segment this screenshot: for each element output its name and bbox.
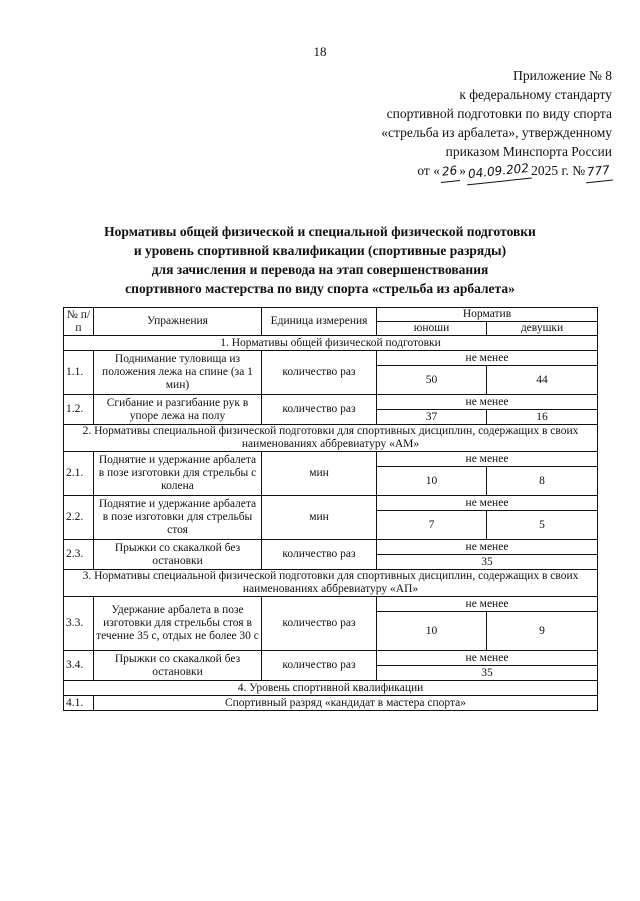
row-unit: количество раз xyxy=(262,351,377,395)
row-boys-value: 50 xyxy=(377,366,487,395)
row-boys-value: 10 xyxy=(377,467,487,496)
section-1-title: 1. Нормативы общей физической подготовки xyxy=(64,336,598,351)
row-exercise: Прыжки со скакалкой без остановки xyxy=(94,540,262,570)
header-boys: юноши xyxy=(377,322,487,336)
row-not-less: не менее xyxy=(377,597,598,612)
title-line-2: и уровень спортивной квалификации (спортивные разряды) xyxy=(133,243,507,258)
row-unit: количество раз xyxy=(262,597,377,651)
row-exercise: Поднятие и удержание арбалета в позе изготовки для стрельбы с колена xyxy=(94,452,262,496)
header-unit: Единица измерения xyxy=(262,308,377,336)
row-common-value: 35 xyxy=(377,555,598,570)
header-num: № п/п xyxy=(64,308,94,336)
annex-line-2: к федеральному стандарту xyxy=(459,87,612,102)
row-boys-value: 7 xyxy=(377,511,487,540)
row-boys-value: 10 xyxy=(377,612,487,651)
row-num: 1.1. xyxy=(64,351,94,395)
section-4-title: 4. Уровень спортивной квалификации xyxy=(64,681,598,696)
row-common-value: 35 xyxy=(377,666,598,681)
row-boys-value: 37 xyxy=(377,410,487,425)
table-row xyxy=(64,452,598,467)
section-3-title: 3. Нормативы специальной физической подготовки для спортивных дисциплин, содержащих в своих наименованиях аббревиатуру «АП» xyxy=(64,570,598,597)
row-exercise: Поднятие и удержание арбалета в позе изготовки для стрельбы стоя xyxy=(94,496,262,540)
row-unit: мин xyxy=(262,496,377,540)
annex-line-4: «стрельба из арбалета», утвержденному xyxy=(381,125,612,140)
row-not-less: не менее xyxy=(377,395,598,410)
row-unit: количество раз xyxy=(262,395,377,425)
row-qualification: Спортивный разряд «кандидат в мастера спорта» xyxy=(94,696,598,711)
row-num: 2.3. xyxy=(64,540,94,570)
title-line-4: спортивного мастерства по виду спорта «стрельба из арбалета» xyxy=(125,281,515,296)
table-row xyxy=(64,540,598,555)
norms-table xyxy=(63,307,598,711)
row-not-less: не менее xyxy=(377,496,598,511)
row-girls-value: 8 xyxy=(487,467,598,496)
row-num: 2.1. xyxy=(64,452,94,496)
page-number: 18 xyxy=(313,44,327,59)
row-girls-value: 9 xyxy=(487,612,598,651)
row-girls-value: 16 xyxy=(487,410,598,425)
annex-line-5: приказом Минспорта России xyxy=(445,144,612,159)
order-number-handwritten: 777 xyxy=(584,161,613,184)
row-unit: количество раз xyxy=(262,651,377,681)
row-girls-value: 44 xyxy=(487,366,598,395)
header-norm: Норматив xyxy=(377,308,598,322)
title-line-3: для зачисления и перевода на этап совершенствования xyxy=(151,262,489,277)
date-prefix: от « xyxy=(417,163,440,178)
row-num: 4.1. xyxy=(64,696,94,711)
header-girls: девушки xyxy=(487,322,598,336)
row-unit: количество раз xyxy=(262,540,377,570)
section-row xyxy=(64,336,598,351)
row-exercise: Удержание арбалета в позе изготовки для стрельбы стоя в течение 35 с, отдых не более 30 с xyxy=(94,597,262,651)
row-unit: мин xyxy=(262,452,377,496)
row-not-less: не менее xyxy=(377,540,598,555)
title-line-1: Нормативы общей физической и специальной физической подготовки xyxy=(104,224,536,239)
table-row xyxy=(64,496,598,511)
row-exercise: Сгибание и разгибание рук в упоре лежа на полу xyxy=(94,395,262,425)
row-num: 3.3. xyxy=(64,597,94,651)
annex-line-1: Приложение № 8 xyxy=(513,68,612,83)
date-day-handwritten: 26 xyxy=(439,161,460,183)
row-not-less: не менее xyxy=(377,351,598,366)
row-num: 2.2. xyxy=(64,496,94,540)
row-num: 1.2. xyxy=(64,395,94,425)
date-year: 2025 г. № xyxy=(531,163,586,178)
table-row xyxy=(64,351,598,366)
section-row xyxy=(64,681,598,696)
table-row xyxy=(64,651,598,666)
row-exercise: Поднимание туловища из положения лежа на спине (за 1 мин) xyxy=(94,351,262,395)
table-row xyxy=(64,395,598,410)
annex-block xyxy=(312,66,612,182)
table-header-row xyxy=(64,308,598,322)
section-row xyxy=(64,570,598,597)
row-not-less: не менее xyxy=(377,651,598,666)
date-mid: » xyxy=(459,163,466,178)
header-exercise: Упражнения xyxy=(94,308,262,336)
table-row xyxy=(64,597,598,612)
row-girls-value: 5 xyxy=(487,511,598,540)
annex-line-3: спортивной подготовки по виду спорта xyxy=(386,106,612,121)
row-num: 3.4. xyxy=(64,651,94,681)
row-not-less: не менее xyxy=(377,452,598,467)
section-row xyxy=(64,425,598,452)
row-exercise: Прыжки со скакалкой без остановки xyxy=(94,651,262,681)
section-2-title: 2. Нормативы специальной физической подготовки для спортивных дисциплин, содержащих в своих наименованиях аббревиатуру «АМ» xyxy=(64,425,598,452)
document-title xyxy=(0,222,640,298)
date-month-handwritten: 04.09.202 xyxy=(465,159,532,186)
annex-date-line xyxy=(312,161,612,182)
table-row xyxy=(64,696,598,711)
